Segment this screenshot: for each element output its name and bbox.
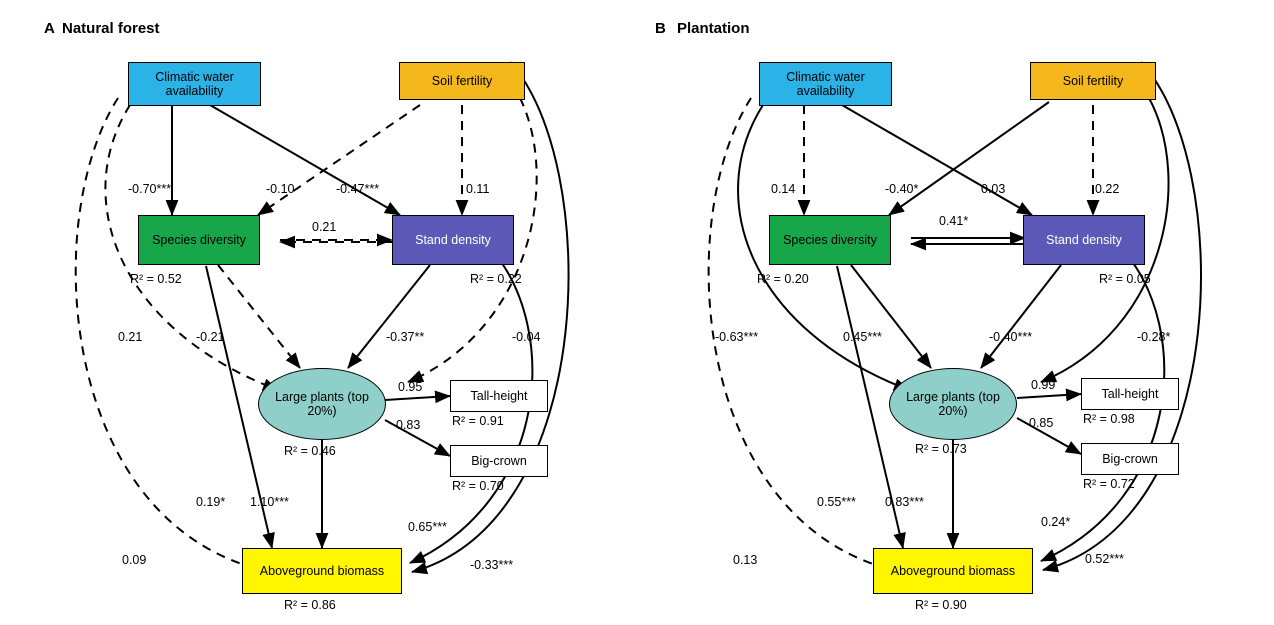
node-stand-density[interactable]: Stand density xyxy=(392,215,514,265)
panel-plantation xyxy=(637,0,1274,625)
node-climatic-water-availability[interactable]: Climatic water availability xyxy=(128,62,261,106)
coef-cwa-stand: -0.47*** xyxy=(336,182,380,196)
coef-large-tall: 0.95 xyxy=(398,380,423,394)
coef-species-large: 0.45*** xyxy=(843,330,882,344)
node-tall-height[interactable]: Tall-height xyxy=(450,380,548,412)
coef-soil-stand: 0.11 xyxy=(466,182,490,196)
panel-letter-a: A xyxy=(44,20,55,37)
coef-cwa-large: 0.21 xyxy=(118,330,143,344)
coef-stand-agb: 0.65*** xyxy=(408,520,447,534)
coef-cwa-species: -0.70*** xyxy=(128,182,172,196)
r2-large-plants: R² = 0.46 xyxy=(284,444,336,458)
node-aboveground-biomass[interactable]: Aboveground biomass xyxy=(242,548,402,594)
r2-stand-density: R² = 0.22 xyxy=(470,272,522,286)
r2-species-diversity: R² = 0.52 xyxy=(130,272,182,286)
node-big-crown[interactable]: Big-crown xyxy=(1081,443,1179,475)
coef-large-crown: 0.85 xyxy=(1029,416,1054,430)
node-species-diversity[interactable]: Species diversity xyxy=(138,215,260,265)
coef-species-agb: 0.55*** xyxy=(817,495,856,509)
coef-cwa-species: 0.14 xyxy=(771,182,796,196)
coef-soil-species: -0.40* xyxy=(885,182,919,196)
coef-soil-stand: 0.22 xyxy=(1095,182,1120,196)
node-species-diversity[interactable]: Species diversity xyxy=(769,215,891,265)
coef-stand-large: -0.40*** xyxy=(989,330,1033,344)
panel-title-b: Plantation xyxy=(677,20,750,37)
node-big-crown[interactable]: Big-crown xyxy=(450,445,548,477)
coef-soil-large: -0.28* xyxy=(1137,330,1171,344)
coef-species-stand: 0.41* xyxy=(939,214,969,228)
path-diagram-edges-b xyxy=(637,0,1274,625)
coef-cwa-stand: 0.03 xyxy=(981,182,1006,196)
r2-big-crown: R² = 0.70 xyxy=(452,479,504,493)
r2-big-crown: R² = 0.72 xyxy=(1083,477,1135,491)
coef-stand-agb: 0.24* xyxy=(1041,515,1071,529)
node-aboveground-biomass[interactable]: Aboveground biomass xyxy=(873,548,1033,594)
coef-soil-agb: -0.33*** xyxy=(470,558,514,572)
node-soil-fertility[interactable]: Soil fertility xyxy=(1030,62,1156,100)
node-soil-fertility[interactable]: Soil fertility xyxy=(399,62,525,100)
coef-soil-agb: 0.52*** xyxy=(1085,552,1124,566)
coef-species-stand: 0.21 xyxy=(312,220,337,234)
coef-species-agb: 0.19* xyxy=(196,495,226,509)
coef-soil-species: -0.10 xyxy=(266,182,295,196)
coef-species-large: -0.21 xyxy=(196,330,225,344)
node-large-plants[interactable]: Large plants (top 20%) xyxy=(258,368,386,440)
node-stand-density[interactable]: Stand density xyxy=(1023,215,1145,265)
r2-aboveground-biomass: R² = 0.86 xyxy=(284,598,336,612)
coef-cwa-agb: 0.13 xyxy=(733,553,758,567)
node-climatic-water-availability[interactable]: Climatic water availability xyxy=(759,62,892,106)
r2-tall-height: R² = 0.98 xyxy=(1083,412,1135,426)
node-large-plants[interactable]: Large plants (top 20%) xyxy=(889,368,1017,440)
panel-letter-b: B xyxy=(655,20,666,37)
panel-title-a: Natural forest xyxy=(62,20,160,37)
coef-large-tall: 0.99 xyxy=(1031,378,1056,392)
r2-tall-height: R² = 0.91 xyxy=(452,414,504,428)
coef-cwa-agb: 0.09 xyxy=(122,553,147,567)
r2-stand-density: R² = 0.05 xyxy=(1099,272,1151,286)
coef-cwa-large: -0.63*** xyxy=(715,330,759,344)
node-tall-height[interactable]: Tall-height xyxy=(1081,378,1179,410)
r2-species-diversity: R² = 0.20 xyxy=(757,272,809,286)
coef-soil-large: -0.04 xyxy=(512,330,541,344)
coef-large-agb: 0.83*** xyxy=(885,495,924,509)
coef-large-agb: 1.10*** xyxy=(250,495,289,509)
coef-stand-large: -0.37** xyxy=(386,330,425,344)
coef-large-crown: 0.83 xyxy=(396,418,421,432)
r2-aboveground-biomass: R² = 0.90 xyxy=(915,598,967,612)
r2-large-plants: R² = 0.73 xyxy=(915,442,967,456)
